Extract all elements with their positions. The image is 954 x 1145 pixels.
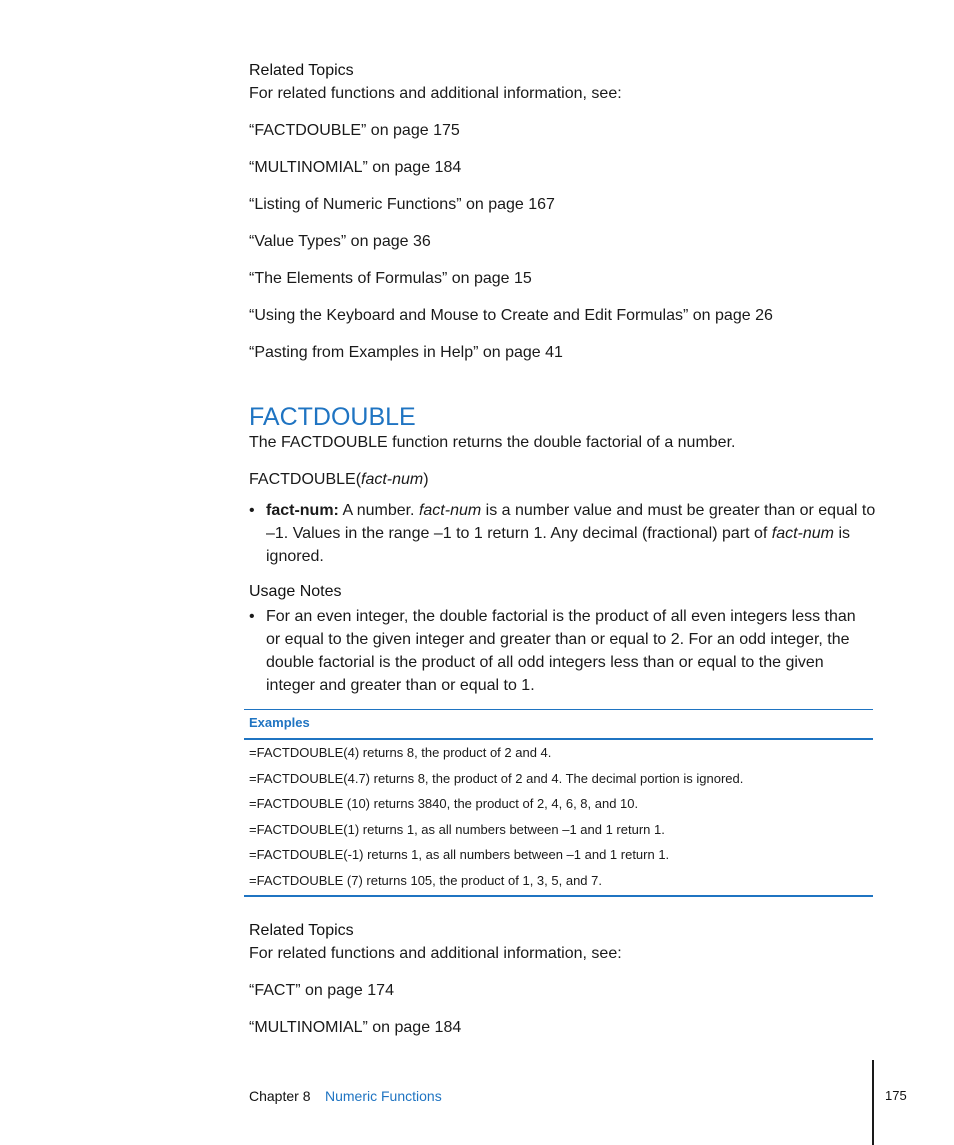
argument-italic: fact-num xyxy=(771,525,835,542)
related-topics-intro: For related functions and additional information, see: xyxy=(249,945,622,962)
footer-section-link[interactable]: Numeric Functions xyxy=(325,1088,442,1104)
bullet-glyph: • xyxy=(249,608,255,625)
syntax-function-name: FACTDOUBLE xyxy=(249,471,356,488)
related-link[interactable]: “FACT” on page 174 xyxy=(249,982,394,999)
argument-description xyxy=(249,499,876,568)
related-link[interactable]: “Using the Keyboard and Mouse to Create and Edit Formulas” on page 26 xyxy=(249,307,773,324)
example-row: =FACTDOUBLE(1) returns 1, as all numbers between –1 and 1 return 1. xyxy=(249,822,665,837)
example-row: =FACTDOUBLE(4) returns 8, the product of 2 and 4. xyxy=(249,745,552,760)
examples-heading: Examples xyxy=(249,715,310,730)
examples-top-rule xyxy=(244,709,873,710)
related-link[interactable]: “MULTINOMIAL” on page 184 xyxy=(249,159,462,176)
example-row: =FACTDOUBLE(4.7) returns 8, the product of 2 and 4. The decimal portion is ignored. xyxy=(249,771,744,786)
examples-table xyxy=(244,709,873,899)
example-row: =FACTDOUBLE (10) returns 3840, the product of 2, 4, 6, 8, and 10. xyxy=(249,796,639,811)
section-title: FACTDOUBLE xyxy=(249,403,416,431)
related-link[interactable]: “Listing of Numeric Functions” on page 167 xyxy=(249,196,555,213)
examples-bottom-rule xyxy=(244,895,873,897)
argument-name: fact-num: xyxy=(266,502,339,519)
related-topics-heading: Related Topics xyxy=(249,62,354,79)
usage-note-text: For an even integer, the double factorial is the product of all even integers less than or equal to the given integer and greater than or equal to 2. For an odd integer, the double factorial is the product of all odd integers less than or equal to the given integer and greater than or equal to 1. xyxy=(266,608,856,694)
section-description: The FACTDOUBLE function returns the double factorial of a number. xyxy=(249,434,736,451)
related-topics-intro: For related functions and additional information, see: xyxy=(249,85,622,102)
related-link[interactable]: “MULTINOMIAL” on page 184 xyxy=(249,1019,462,1036)
syntax-line xyxy=(249,470,429,490)
usage-note xyxy=(249,605,870,697)
examples-header-rule xyxy=(244,738,873,740)
example-row: =FACTDOUBLE(-1) returns 1, as all numbers between –1 and 1 return 1. xyxy=(249,847,670,862)
argument-text: is a number value and must be greater than or equal to –1. Values in the range –1 to 1 return 1. Any decimal (fractional) part of xyxy=(266,502,876,542)
related-topics-heading: Related Topics xyxy=(249,922,354,939)
syntax-paren-close: ) xyxy=(423,471,429,488)
syntax-argument: fact-num xyxy=(361,471,424,488)
related-link[interactable]: “The Elements of Formulas” on page 15 xyxy=(249,270,532,287)
syntax-paren-open: ( xyxy=(355,471,362,488)
related-link[interactable]: “Pasting from Examples in Help” on page 41 xyxy=(249,344,563,361)
example-row: =FACTDOUBLE (7) returns 105, the product of 1, 3, 5, and 7. xyxy=(249,873,602,888)
related-link[interactable]: “FACTDOUBLE” on page 175 xyxy=(249,122,460,139)
argument-text: A number. xyxy=(338,502,419,519)
related-link[interactable]: “Value Types” on page 36 xyxy=(249,233,431,250)
bullet-glyph: • xyxy=(249,502,255,519)
page-number: 175 xyxy=(885,1088,907,1103)
usage-notes-heading: Usage Notes xyxy=(249,583,342,600)
argument-italic: fact-num xyxy=(418,502,482,519)
footer-divider xyxy=(872,1060,874,1145)
footer-chapter: Chapter 8 xyxy=(249,1088,311,1104)
argument-text: is ignored. xyxy=(266,525,851,565)
